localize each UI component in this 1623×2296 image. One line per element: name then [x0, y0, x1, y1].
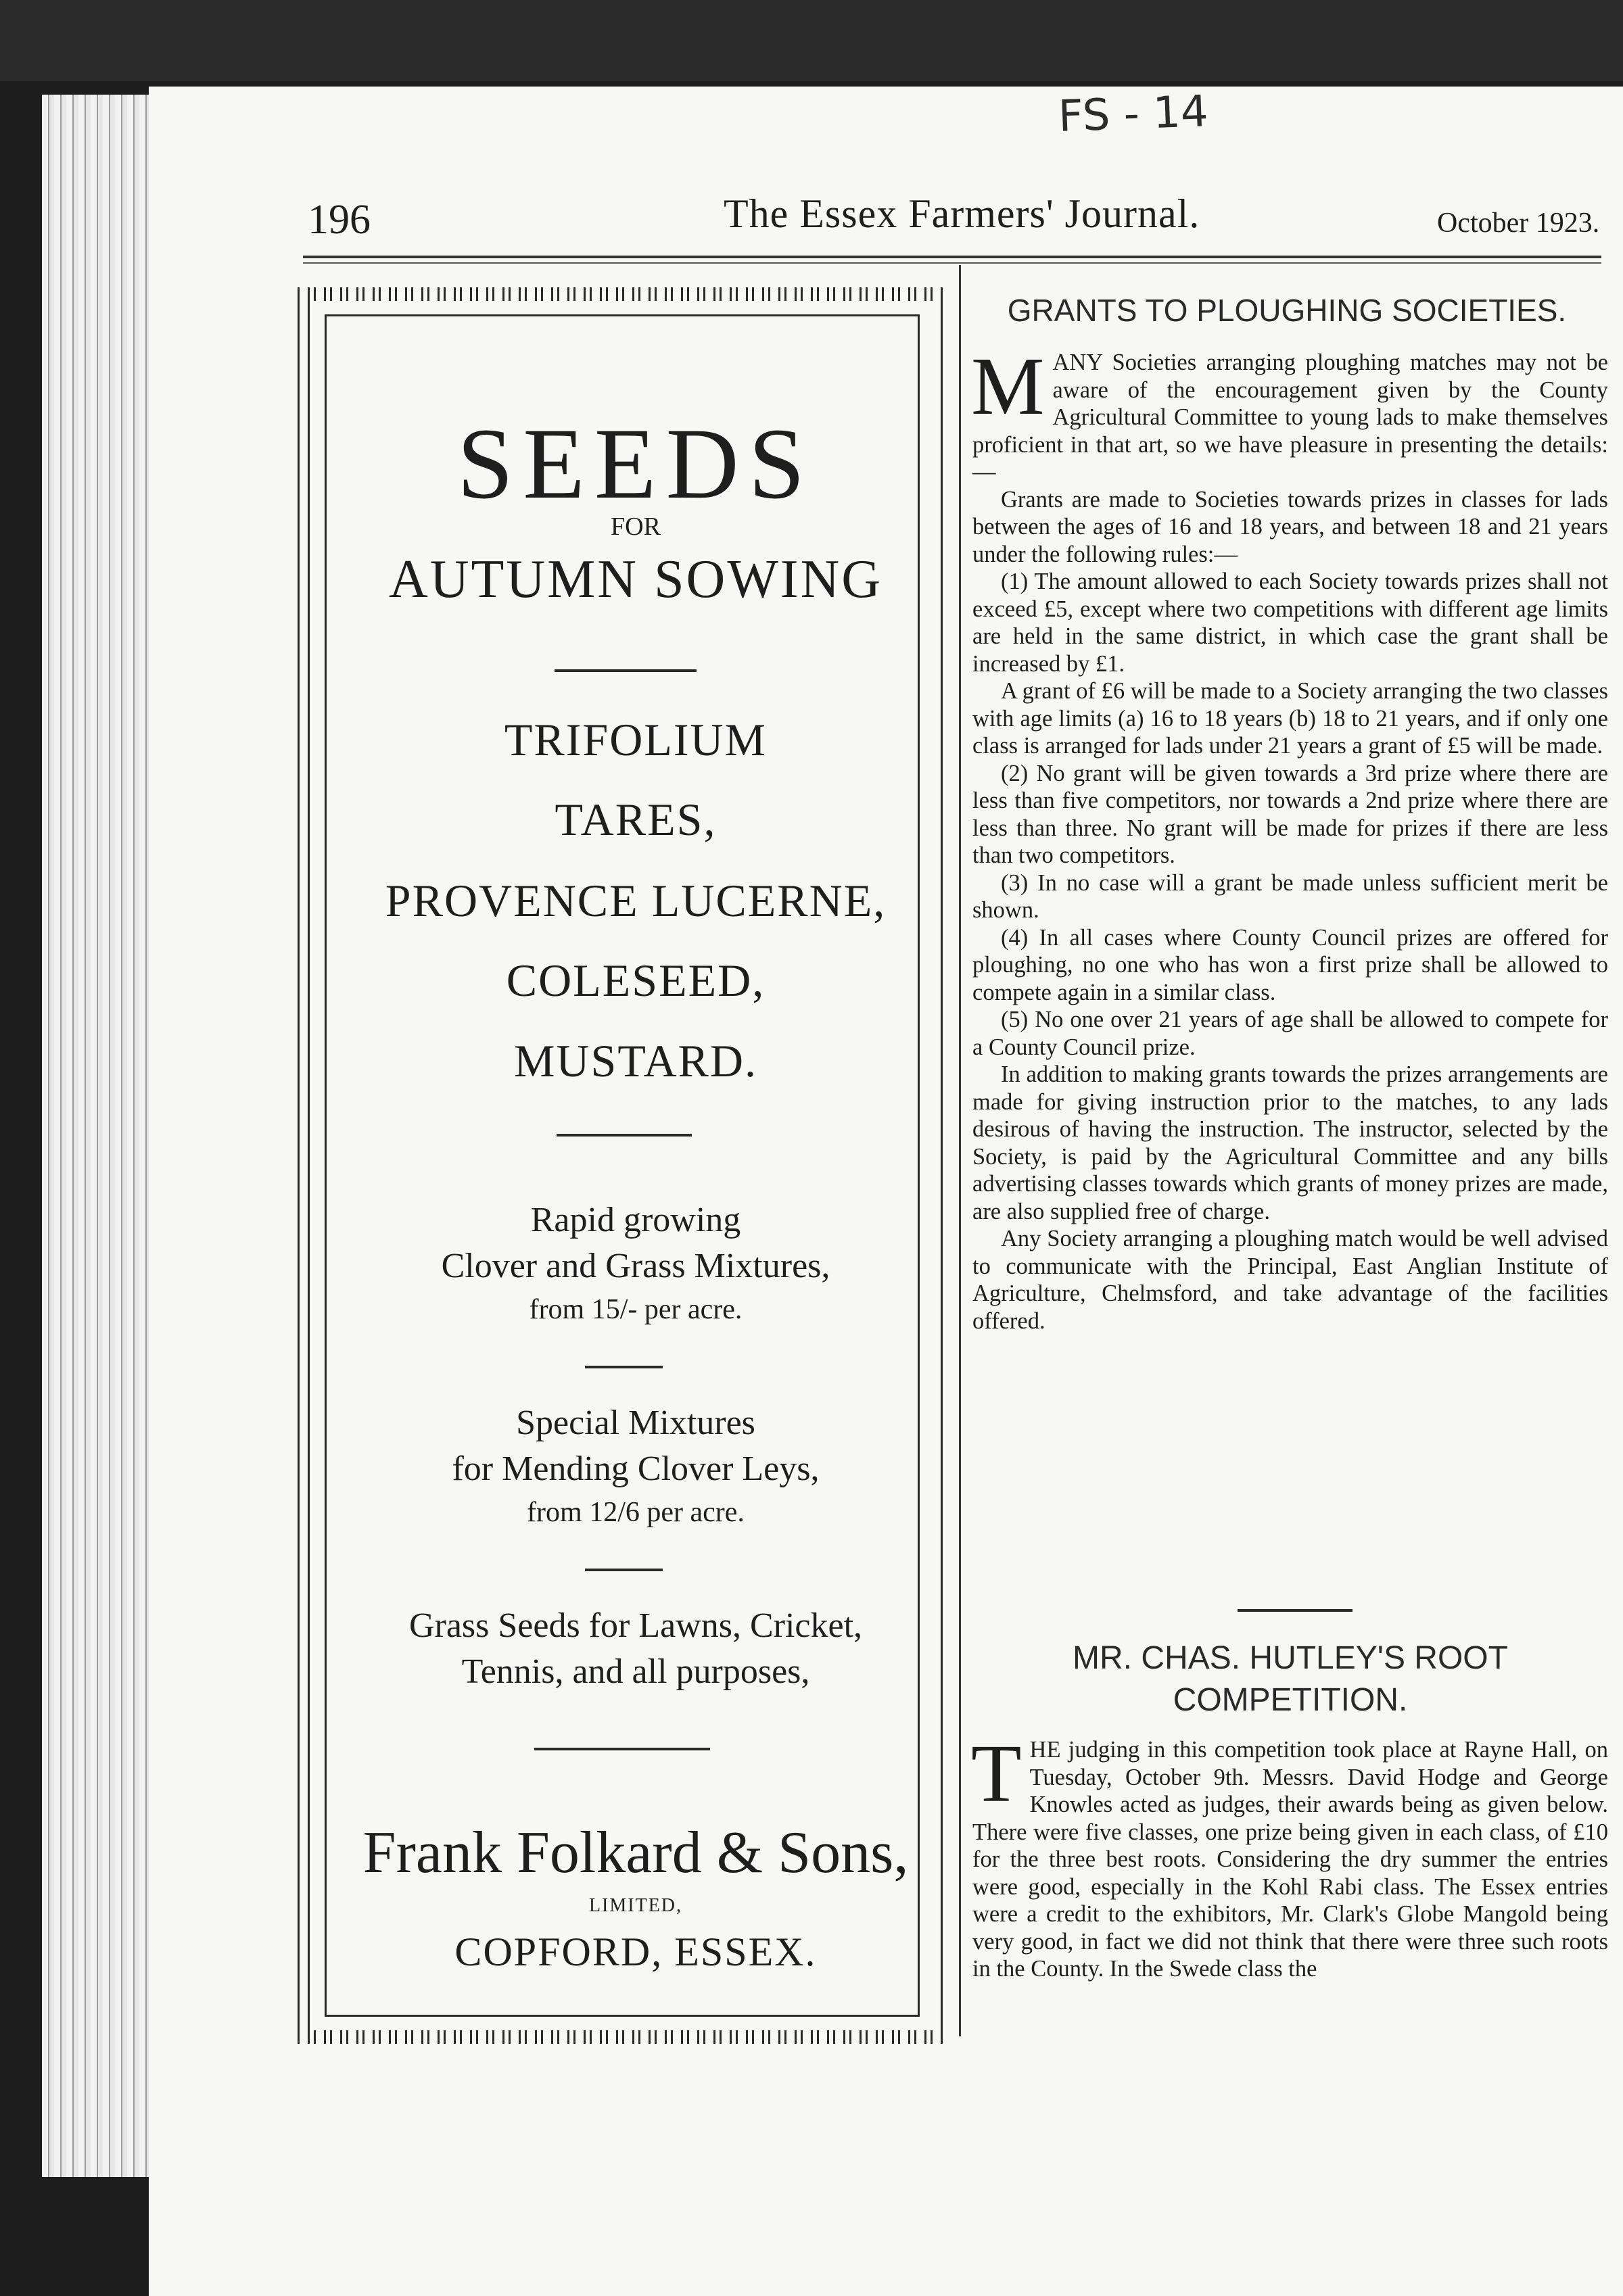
- offer2-line1: Special Mixtures: [516, 1404, 755, 1442]
- article2-title-line2: COMPETITION.: [1173, 1682, 1408, 1718]
- article1-paragraph: A grant of £6 will be made to a Society arranging the two classes with age limits (a) 16 to 18 years (b) 18 to 21 years, and if only one class is arranged for lads under 21 years a grant of £5 will be made.: [972, 678, 1608, 759]
- header-rule-thin: [303, 262, 1601, 264]
- offer1-line1: Rapid growing: [530, 1201, 741, 1239]
- header-rule: [303, 256, 1601, 258]
- crop-coleseed: COLESEED,: [506, 955, 766, 1006]
- article1-paragraph: Grants are made to Societies towards prizes in classes for lads between the ages of 16 and 18 years, and between 18 and 21 years under the following rules:—: [972, 486, 1608, 567]
- article1-rule-3: (3) In no case will a grant be made unless sufficient merit be shown.: [972, 869, 1608, 923]
- crop-provence-lucerne: PROVENCE LUCERNE,: [385, 875, 887, 926]
- crop-mustard: MUSTARD.: [513, 1035, 758, 1086]
- article1-rule-1: (1) The amount allowed to each Society towards prizes shall not exceed £5, except where two competitions with different age limits are held in the same district, in which case the grant shall be increased by £1.: [972, 569, 1608, 677]
- article2-paragraph: [971, 1728, 1608, 1983]
- article1-body: [971, 341, 1608, 1335]
- book-page-edges: [42, 95, 157, 2177]
- article1-paragraph: In addition to making grants towards the prizes arrangements are made for giving instruction prior to the matches, to any lads desirous of having the instruction. The instructor, selected by the Society, is paid by the Agricultural Committee and any bills advertising classes towards which grants of money prizes are made, are also supplied free of charge.: [972, 1061, 1608, 1224]
- lawn-line1: Grass Seeds for Lawns, Cricket,: [408, 1606, 863, 1645]
- article1-dropcap: M: [971, 341, 1045, 432]
- article1-rule-2: (2) No grant will be given towards a 3rd prize where there are less than five competitors, nor towards a 2nd prize where there are less than three. No grant will be made for prizes if there are less than two competitors.: [972, 760, 1608, 868]
- issue-date: October 1923.: [1437, 208, 1600, 239]
- advert-for: FOR: [611, 512, 661, 541]
- page-number: 196: [308, 197, 371, 243]
- article2-dropcap: T: [971, 1728, 1022, 1819]
- advert-rule: [585, 1366, 663, 1368]
- advert-rule: [534, 1748, 710, 1750]
- advert-subheadline: AUTUMN SOWING: [388, 550, 883, 609]
- article1-paragraph: Any Society arranging a ploughing match would be well advised to communicate with the Principal, East Anglian Institute of Agriculture, Chelmsford, and take advantage of the facilities offered.: [972, 1226, 1608, 1334]
- scan-background: [0, 0, 1623, 81]
- offer1-price: from 15/- per acre.: [529, 1294, 743, 1325]
- advert-headline: SEEDS: [456, 408, 815, 520]
- article1-intro: ANY Societies arranging ploughing matches may not be aware of the encouragement given by the County Agricultural Committee to young lads to make themselves proficient in that art, so we have pleasure in presenting the details:—: [972, 350, 1608, 485]
- advert-rule: [585, 1569, 663, 1571]
- company-name: Frank Folkard & Sons,: [362, 1820, 909, 1886]
- seed-advertisement: [298, 287, 947, 2044]
- article1-intro-paragraph: [971, 341, 1608, 486]
- article1-rule-4: (4) In all cases where County Council prizes are offered for ploughing, no one who has won a first prize shall be allowed to compete again in a similar class.: [972, 924, 1608, 1005]
- handwritten-annotation: FS - 14: [1057, 87, 1209, 142]
- offer1-line2: Clover and Grass Mixtures,: [441, 1247, 830, 1285]
- journal-title: The Essex Farmers' Journal.: [724, 191, 1200, 236]
- article2-title-line1: MR. CHAS. HUTLEY'S ROOT: [1073, 1640, 1508, 1676]
- article1-rule-5: (5) No one over 21 years of age shall be allowed to compete for a County Council prize.: [972, 1007, 1608, 1060]
- article2-text: HE judging in this competition took place at Rayne Hall, on Tuesday, October 9th. Messrs. David Hodge and George Knowles acted as judges, their awards being as given below. There were five classes, one prize being given in each class, of £10 for the three best roots. Considering the dry summer the entries were good, especially in the Kohl Rabi class. The Essex entries were a credit to the exhibitors, Mr. Clark's Globe Mangold being very good, in fact we did not think that there were three such roots in the County. In the Swede class the: [972, 1737, 1608, 1982]
- offer2-line2: for Mending Clover Leys,: [452, 1450, 820, 1488]
- article-separator: [1238, 1609, 1352, 1612]
- crop-trifolium: TRIFOLIUM: [504, 714, 768, 765]
- article2-body: [971, 1728, 1608, 1983]
- crop-tares: TARES,: [555, 794, 717, 845]
- company-address: COPFORD, ESSEX.: [454, 1930, 817, 1974]
- lawn-line2: Tennis, and all purposes,: [461, 1652, 810, 1691]
- company-limited: LIMITED,: [588, 1895, 683, 1916]
- advert-rule: [557, 1134, 692, 1137]
- article1-title: GRANTS TO PLOUGHING SOCIETIES.: [1007, 293, 1567, 328]
- offer2-price: from 12/6 per acre.: [527, 1497, 745, 1528]
- advert-rule: [555, 669, 697, 672]
